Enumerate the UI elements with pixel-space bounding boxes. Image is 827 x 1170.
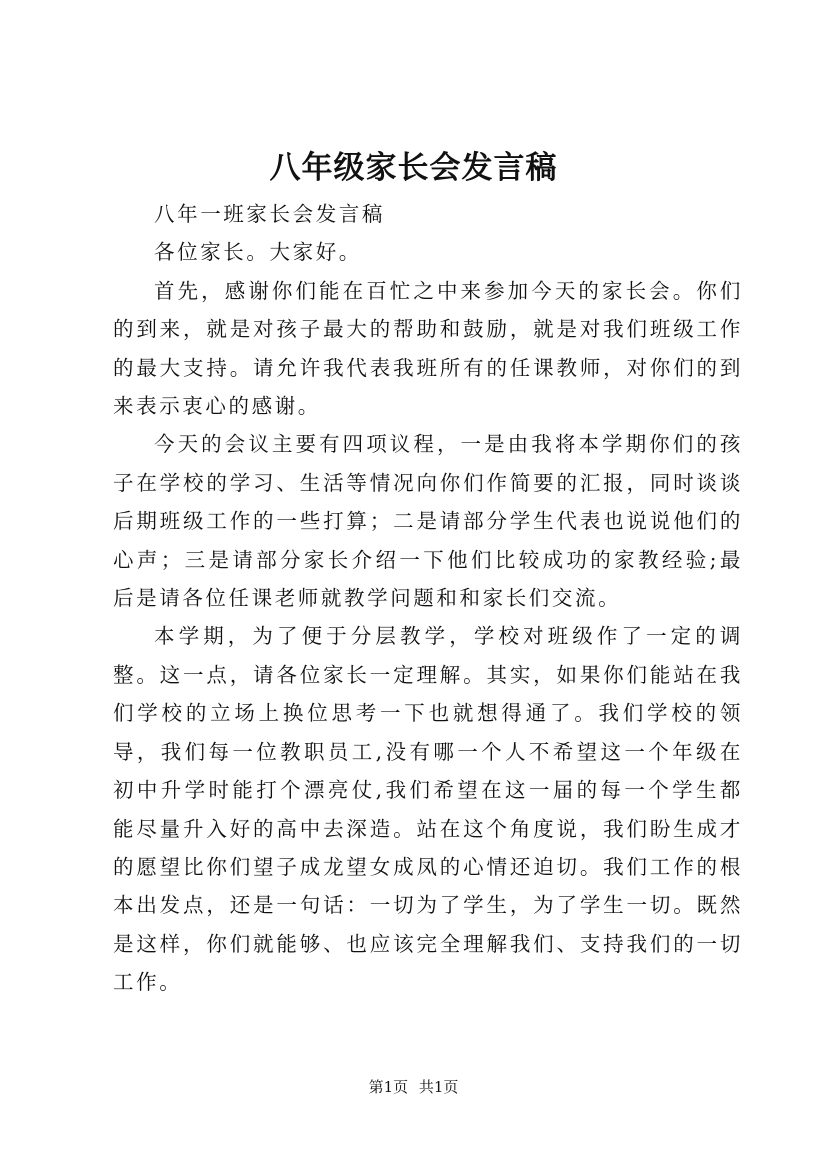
semester-paragraph: 本学期，为了便于分层教学，学校对班级作了一定的调整。这一点，请各位家长一定理解。其实，如果你们能站在我们学校的立场上换位思考一下也就想得通了。我们学校的领导，我们每一位教职员工,没有哪一个人不希望这一个年级在初中升学时能打个漂亮仗,我们希望在这一届的每一个学生都能尽量升入好的高中去深造。站在这个角度说，我们盼生成才的愿望比你们望子成龙望女成凤的心情还迫切。我们工作的根本出发点，还是一句话：一切为了学生，为了学生一切。既然是这样，你们就能够、也应该完全理解我们、支持我们的一切工作。 xyxy=(113,624,743,995)
document-body xyxy=(113,195,743,1002)
page-number: 第1页 xyxy=(368,1078,409,1096)
agenda-paragraph: 今天的会议主要有四项议程，一是由我将本学期你们的孩子在学校的学习、生活等情况向你们作简要的汇报，同时谈谈后期班级工作的一些打算；二是请部分学生代表也说说他们的心声；三是请部分家长介绍一下他们比较成功的家教经验;最后是请各位任课老师就教学问题和和家长们交流。 xyxy=(113,432,743,611)
document-title: 八年级家长会发言稿 xyxy=(269,150,558,186)
page-total: 共1页 xyxy=(418,1078,459,1096)
subtitle-paragraph: 八年一班家长会发言稿 xyxy=(154,202,385,226)
page-footer xyxy=(0,1076,827,1098)
greeting-paragraph: 各位家长。大家好。 xyxy=(154,240,362,265)
thanks-paragraph: 首先，感谢你们能在百忙之中来参加今天的家长会。你们的到来，就是对孩子最大的帮助和鼓励，就是对我们班级工作的最大支持。请允许我代表我班所有的任课教师，对你们的到来表示衷心的感谢。 xyxy=(113,278,743,419)
